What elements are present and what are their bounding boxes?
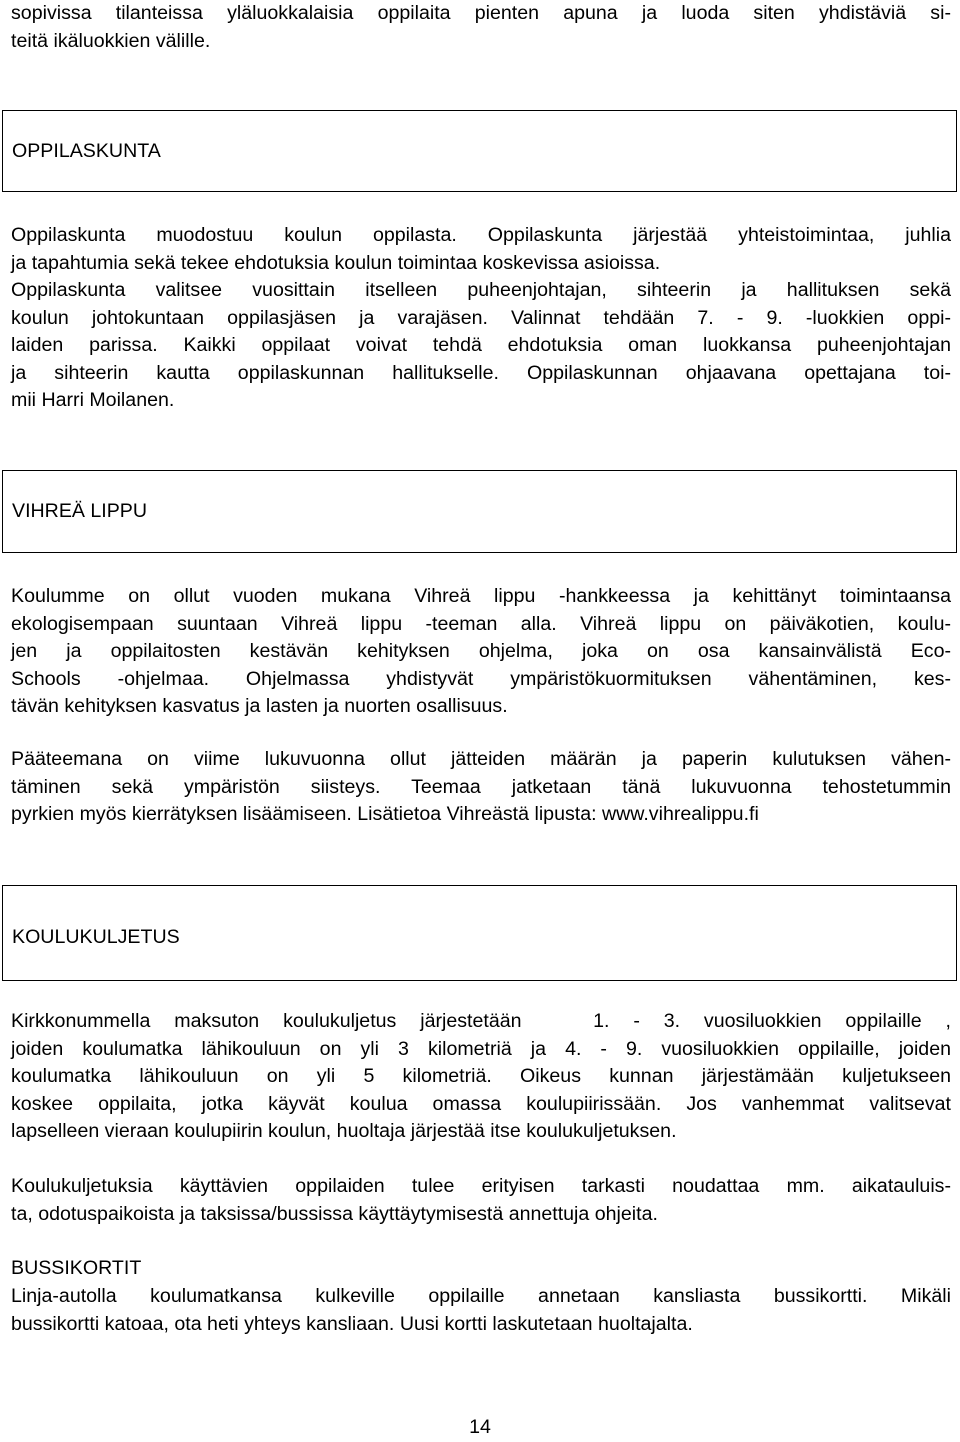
text-line: ekologisempaan suuntaan Vihreä lippu -teeman alla. Vihreä lippu on päiväkotien, koulu-	[11, 612, 951, 635]
text-line: koskee oppilaita, jotka käyvät koulua omassa koulupiirissään. Jos vanhemmat valitsevat	[11, 1092, 951, 1115]
text-line: Schools -ohjelmaa. Ohjelmassa yhdistyvät ympäristökuormituksen vähentäminen, kes-	[11, 667, 951, 690]
section-heading: VIHREÄ LIPPU	[12, 500, 148, 522]
bussikortit-paragraph	[11, 1283, 951, 1338]
page-number: 14	[469, 1416, 491, 1438]
section-heading-box-vihrea-lippu	[2, 470, 957, 553]
text-line: Oppilaskunta valitsee vuosittain itselleen puheenjohtajan, sihteerin ja hallituksen sekä	[11, 279, 951, 301]
text-line: Koulumme on ollut vuoden mukana Vihreä lippu -hankkeessa ja kehittänyt toimintaansa	[11, 585, 951, 607]
text-line: ja tapahtumia sekä tekee ehdotuksia koulun toimintaa koskevissa asioissa.	[11, 251, 661, 274]
text-line: jen ja oppilaitosten kestävän kehityksen ohjelma, joka on osa kansainvälistä Eco-	[11, 640, 951, 662]
section-heading: OPPILASKUNTA	[12, 140, 161, 162]
text-line: Linja-autolla koulumatkansa kulkeville oppilaille annetaan kansliasta bussikortti. Mikäli	[11, 1285, 951, 1307]
section-heading-box-koulukuljetus	[2, 885, 957, 981]
text-line: koulumatka lähikouluun on yli 5 kilometriä. Oikeus kunnan järjestämään kuljetukseen	[11, 1065, 951, 1087]
text-line: Pääteemana on viime lukuvuonna ollut jätteiden määrän ja paperin kulutuksen vähen-	[11, 748, 951, 770]
vihrea-lippu-paragraph-2	[11, 746, 951, 829]
text-line: ta, odotuspaikoista ja taksissa/bussissa käyttäytymisestä annettuja ohjeita.	[11, 1202, 658, 1225]
text-line: teitä ikäluokkien välille.	[11, 29, 211, 52]
text-line: mii Harri Moilanen.	[11, 389, 175, 411]
text-line: Koulukuljetuksia käyttävien oppilaiden tulee erityisen tarkasti noudattaa mm. aikatauluis-	[11, 1175, 951, 1197]
text-line: joiden koulumatka lähikouluun on yli 3 kilometriä ja 4. - 9. vuosiluokkien oppilaille, joiden	[11, 1037, 951, 1060]
section-heading: KOULUKULJETUS	[12, 926, 180, 948]
section-heading-bussikortit: BUSSIKORTIT	[11, 1257, 142, 1279]
oppilaskunta-paragraph	[11, 222, 951, 415]
text-line: Kirkkonummella maksuton koulukuljetus järjestetään 1. - 3. vuosiluokkien oppilaille ,	[11, 1010, 951, 1032]
text-line: täminen sekä ympäristön siisteys. Teemaa jatketaan tänä lukuvuonna tehostetummin	[11, 775, 951, 798]
section-heading-box-oppilaskunta	[2, 110, 957, 192]
koulukuljetus-paragraph-2	[11, 1173, 951, 1228]
intro-paragraph	[11, 0, 951, 55]
text-line: tävän kehityksen kasvatus ja lasten ja nuorten osallisuus.	[11, 695, 508, 717]
text-line: Oppilaskunta muodostuu koulun oppilasta. Oppilaskunta järjestää yhteistoimintaa, juhlia	[11, 224, 951, 246]
text-line: bussikortti katoaa, ota heti yhteys kansliaan. Uusi kortti laskutetaan huoltajalta.	[11, 1312, 693, 1335]
text-line: sopivissa tilanteissa yläluokkalaisia oppilaita pienten apuna ja luoda siten yhdistäviä si-	[11, 2, 951, 24]
text-line: ja sihteerin kautta oppilaskunnan hallitukselle. Oppilaskunnan ohjaavana opettajana toi-	[11, 361, 951, 384]
text-line: pyrkien myös kierrätyksen lisäämiseen. Lisätietoa Vihreästä lipusta: www.vihrealippu.fi	[11, 803, 759, 825]
koulukuljetus-paragraph-1	[11, 1008, 951, 1146]
text-line: koulun johtokuntaan oppilasjäsen ja varajäsen. Valinnat tehdään 7. - 9. -luokkien oppi-	[11, 306, 951, 329]
text-line: laiden parissa. Kaikki oppilaat voivat tehdä ehdotuksia oman luokkansa puheenjohtajan	[11, 334, 951, 356]
text-line: lapselleen vieraan koulupiirin koulun, huoltaja järjestää itse koulukuljetuksen.	[11, 1120, 677, 1142]
vihrea-lippu-paragraph-1	[11, 583, 951, 721]
